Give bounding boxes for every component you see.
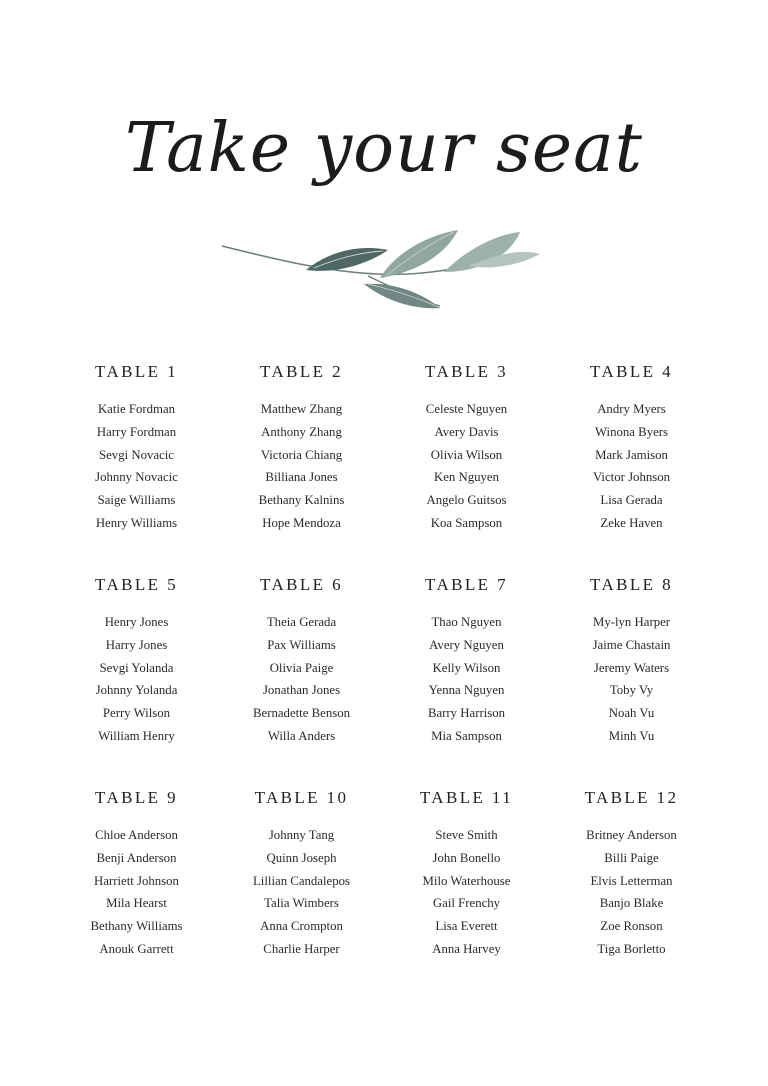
guest-name: Willa Anders xyxy=(267,728,336,743)
guest-name: Victoria Chiang xyxy=(260,447,343,462)
table-title: TABLE 12 xyxy=(584,788,679,807)
guest-name: Jonathan Jones xyxy=(262,683,341,698)
table-title: TABLE 3 xyxy=(425,362,508,381)
guest-name: Mila Hearst xyxy=(106,896,167,911)
table-title: TABLE 8 xyxy=(590,575,673,594)
guest-name: Quinn Joseph xyxy=(266,850,337,865)
guest-name: Anthony Zhang xyxy=(261,424,342,439)
guest-name: William Henry xyxy=(98,728,175,743)
guest-name: Johnny Novacic xyxy=(95,470,178,485)
table-block xyxy=(549,360,714,573)
guest-name: Britney Anderson xyxy=(586,828,677,842)
table-block xyxy=(219,786,384,999)
guest-name: Ken Nguyen xyxy=(433,470,500,485)
guest-name: Olivia Paige xyxy=(269,660,334,675)
guest-name: Harriett Johnson xyxy=(94,873,179,888)
guest-name: Anouk Garrett xyxy=(99,941,174,956)
table-block xyxy=(549,573,714,786)
guest-name: Barry Harrison xyxy=(427,706,506,721)
guest-name: Avery Davis xyxy=(434,424,499,439)
guest-name: Charlie Harper xyxy=(263,941,340,956)
guest-name: Yenna Nguyen xyxy=(428,683,505,698)
guest-name: Gail Frenchy xyxy=(432,896,501,911)
guest-name: Harry Fordman xyxy=(96,424,177,439)
guest-name: Angelo Guitsos xyxy=(426,493,507,508)
guest-name: Johnny Yolanda xyxy=(95,683,178,698)
guest-name: John Bonello xyxy=(432,850,501,865)
table-title: TABLE 1 xyxy=(95,362,178,381)
table-title: TABLE 5 xyxy=(95,575,178,594)
guest-name: Pax Williams xyxy=(267,637,336,652)
guest-name: Billi Paige xyxy=(604,850,659,865)
guest-name: Lisa Gerada xyxy=(600,493,663,508)
guest-name: Chloe Anderson xyxy=(95,828,178,842)
guest-name: Noah Vu xyxy=(608,706,655,721)
guest-name: Johnny Tang xyxy=(268,828,335,842)
guest-name: Billiana Jones xyxy=(265,470,338,485)
olive-sprig-icon xyxy=(218,226,544,316)
guest-name: Lisa Everett xyxy=(435,919,498,934)
table-block xyxy=(384,786,549,999)
guest-name: Andry Myers xyxy=(597,402,666,416)
table-title: TABLE 6 xyxy=(260,575,343,594)
guest-name: Theia Gerada xyxy=(266,615,337,629)
guest-name: Katie Fordman xyxy=(97,402,176,416)
guest-name: Matthew Zhang xyxy=(260,402,343,416)
guest-name: Elvis Letterman xyxy=(590,873,673,888)
guest-name: Jeremy Waters xyxy=(593,660,670,675)
table-block xyxy=(219,360,384,573)
guest-name: Bernadette Benson xyxy=(252,706,350,721)
guest-name: Zoe Ronson xyxy=(600,919,663,934)
guest-name: Koa Sampson xyxy=(430,515,503,530)
guest-name: Sevgi Novacic xyxy=(99,447,174,462)
guest-name: Jaime Chastain xyxy=(592,637,671,652)
table-block xyxy=(549,786,714,999)
guest-name: Bethany Kalnins xyxy=(258,493,345,508)
table-title: TABLE 9 xyxy=(95,788,178,807)
guest-name: Talia Wimbers xyxy=(264,896,339,911)
guest-name: Minh Vu xyxy=(608,728,655,743)
guest-name: Mark Jamison xyxy=(595,447,668,462)
table-title: TABLE 7 xyxy=(425,575,508,594)
guest-name: Toby Vy xyxy=(609,683,654,698)
guest-name: Anna Crompton xyxy=(260,919,343,934)
guest-name: My-lyn Harper xyxy=(592,615,671,629)
guest-name: Lillian Candalepos xyxy=(252,873,351,888)
guest-name: Kelly Wilson xyxy=(432,660,501,675)
table-block xyxy=(54,573,219,786)
table-block xyxy=(384,573,549,786)
table-title: TABLE 10 xyxy=(254,788,349,807)
guest-name: Avery Nguyen xyxy=(429,637,504,652)
guest-name: Olivia Wilson xyxy=(430,447,503,462)
table-title: TABLE 11 xyxy=(419,788,514,807)
guest-name: Thao Nguyen xyxy=(431,615,502,629)
guest-name: Celeste Nguyen xyxy=(425,402,508,416)
table-title: TABLE 2 xyxy=(260,362,343,381)
guest-name: Tiga Borletto xyxy=(597,941,666,956)
guest-name: Hope Mendoza xyxy=(262,515,341,530)
guest-name: Henry Williams xyxy=(95,515,178,530)
guest-name: Victor Johnson xyxy=(592,470,671,485)
guest-name: Benji Anderson xyxy=(96,850,177,865)
guest-name: Bethany Williams xyxy=(90,919,183,934)
guest-name: Banjo Blake xyxy=(599,896,664,911)
guest-name: Anna Harvey xyxy=(432,941,501,956)
table-block xyxy=(384,360,549,573)
guest-name: Zeke Haven xyxy=(600,515,663,530)
guest-name: Winona Byers xyxy=(594,424,669,439)
table-title: TABLE 4 xyxy=(590,362,673,381)
table-block xyxy=(54,786,219,999)
guest-name: Henry Jones xyxy=(104,615,169,629)
guest-name: Perry Wilson xyxy=(102,706,171,721)
tables-grid xyxy=(54,360,714,999)
guest-name: Milo Waterhouse xyxy=(422,873,511,888)
table-block xyxy=(54,360,219,573)
guest-name: Saige Williams xyxy=(97,493,176,508)
guest-name: Mia Sampson xyxy=(431,728,502,743)
guest-name: Sevgi Yolanda xyxy=(99,660,174,675)
table-block xyxy=(219,573,384,786)
page-title: Take your seat xyxy=(125,109,643,188)
guest-name: Steve Smith xyxy=(435,828,498,842)
guest-name: Harry Jones xyxy=(105,637,168,652)
